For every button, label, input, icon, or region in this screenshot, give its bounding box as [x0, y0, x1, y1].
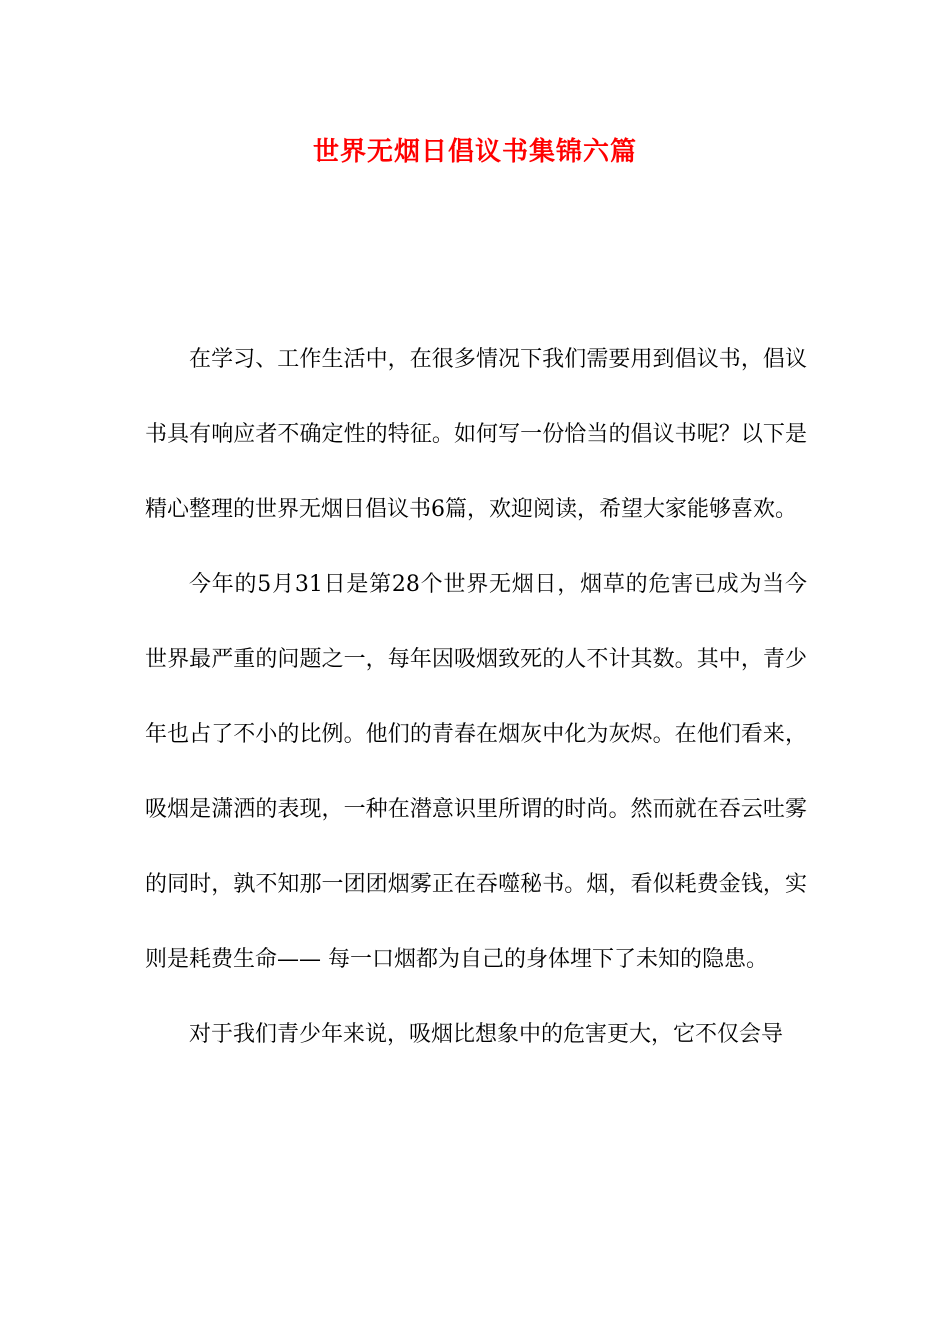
- document-title: 世界无烟日倡议书集锦六篇: [312, 137, 637, 167]
- paragraph-intro: 在学习、工作生活中，在很多情况下我们需要用到倡议书，倡议书具有响应者不确定性的特征。如何写一份恰当的倡议书呢？以下是精心整理的世界无烟日倡议书6篇，欢迎阅读，希望大家能够喜欢。: [145, 347, 807, 522]
- document-body: [145, 322, 807, 1072]
- paragraph-world-no-tobacco-day: 今年的5月31日是第28个世界无烟日，烟草的危害已成为当今世界最严重的问题之一，每年因吸烟致死的人不计其数。其中，青少年也占了不小的比例。他们的青春在烟灰中化为灰烬。在他们看来，吸烟是潇洒的表现，一种在潜意识里所谓的时尚。然而就在吞云吐雾的同时，孰不知那一团团烟雾正在吞噬秘书。烟，看似耗费金钱，实则是耗费生命—— 每一口烟都为自己的身体埋下了未知的隐患。: [145, 572, 807, 972]
- paragraph-youth-harm: 对于我们青少年来说，吸烟比想象中的危害更大，它不仅会导: [189, 1022, 784, 1047]
